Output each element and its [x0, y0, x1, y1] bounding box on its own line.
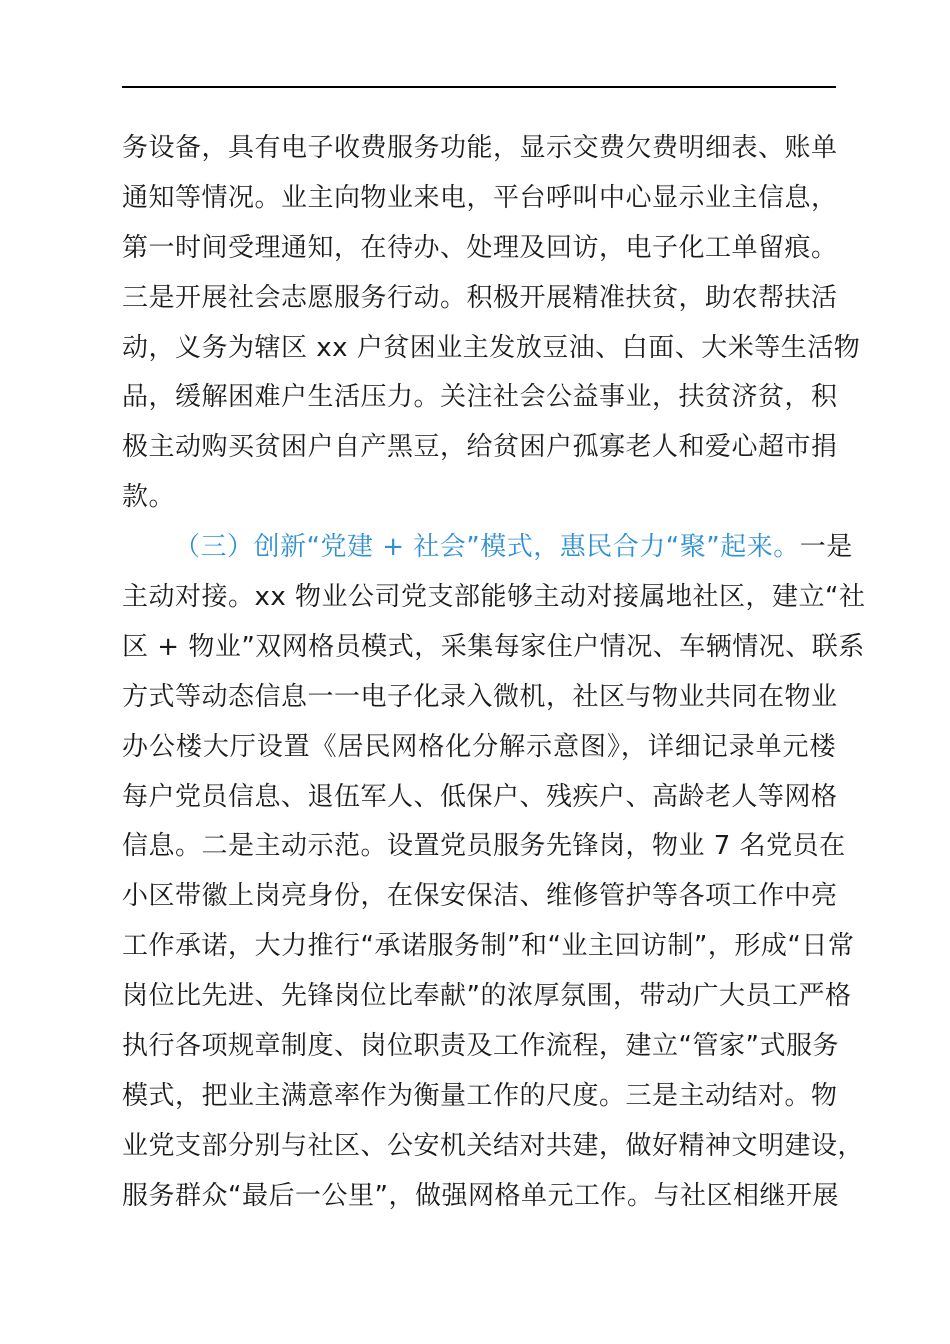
text-line: 信息。二是主动示范。设置党员服务先锋岗，物业 7 名党员在 [122, 831, 846, 862]
header-rule [122, 86, 836, 88]
text-line: 第一时间受理通知，在待办、处理及回访，电子化工单留痕。 [122, 232, 838, 263]
text-line: 方式等动态信息一一电子化录入微机，社区与物业共同在物业 [122, 681, 838, 712]
text-line: 岗位比先进、先锋岗位比奉献”的浓厚氛围，带动广大员工严格 [122, 981, 852, 1012]
heading-line-rest: 一是 [799, 532, 853, 563]
text-line: 服务群众“最后一公里”，做强网格单元工作。与社区相继开展 [122, 1180, 839, 1211]
text-line: 区 + 物业”双网格员模式，采集每家住户情况、车辆情况、联系 [122, 631, 865, 662]
paragraph-section-3 [122, 523, 866, 1221]
text-line: 每户党员信息、退伍军人、低保户、残疾户、高龄老人等网格 [122, 781, 838, 812]
text-line: 办公楼大厅设置《居民网格化分解示意图》，详细记录单元楼 [122, 731, 836, 762]
text-line: 极主动购买贫困户自产黑豆，给贫困户孤寡老人和爱心超市捐 [122, 432, 838, 463]
document-body [122, 124, 866, 1222]
text-line: 通知等情况。业主向物业来电，平台呼叫中心显示业主信息， [122, 182, 838, 213]
text-line: 工作承诺，大力推行“承诺服务制”和“业主回访制”，形成“日常 [122, 931, 855, 962]
text-line: 品，缓解困难户生活压力。关注社会公益事业，扶贫济贫，积 [122, 382, 838, 413]
text-line: 三是开展社会志愿服务行动。积极开展精准扶贫，助农帮扶活 [122, 282, 838, 313]
paragraph-continued [122, 124, 861, 523]
text-line: 业党支部分别与社区、公安机关结对共建，做好精神文明建设， [122, 1130, 865, 1161]
text-line: 小区带徽上岗亮身份，在保安保洁、维修管护等各项工作中亮 [122, 881, 838, 912]
text-line: 款。 [122, 482, 176, 513]
text-line: 主动对接。xx 物业公司党支部能够主动对接属地社区，建立“社 [122, 582, 866, 613]
text-line: 动，义务为辖区 xx 户贫困业主发放豆油、白面、大米等生活物 [122, 332, 861, 363]
text-line: 执行各项规章制度、岗位职责及工作流程，建立“管家”式服务 [122, 1031, 839, 1062]
section-heading: （三）创新“党建 + 社会”模式，惠民合力“聚”起来。 [174, 532, 800, 563]
section-heading-line [122, 523, 853, 573]
text-line: 务设备，具有电子收费服务功能，显示交费欠费明细表、账单 [122, 133, 838, 163]
text-line: 模式，把业主满意率作为衡量工作的尺度。三是主动结对。物 [122, 1080, 838, 1111]
